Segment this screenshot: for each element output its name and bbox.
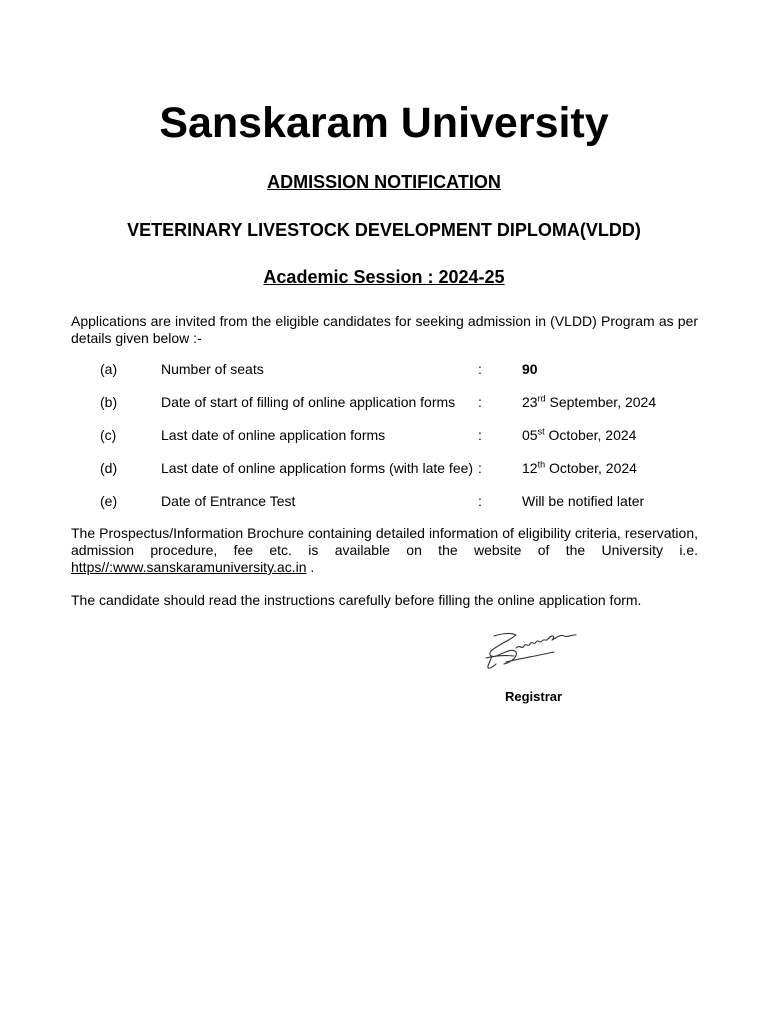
registrar-signature <box>482 626 582 688</box>
detail-index: (a) <box>100 361 118 377</box>
intro-paragraph: Applications are invited from the eligible candidates for seeking admission in (VLDD) Program as per details given below :- <box>71 313 698 346</box>
instructions-paragraph: The candidate should read the instructions carefully before filling the online application form. <box>71 592 642 608</box>
prospectus-line-1: The Prospectus/Information Brochure containing detailed information of eligibility criteria, reservation, <box>71 525 698 541</box>
detail-label: Date of start of filling of online application forms <box>161 394 456 410</box>
detail-index: (b) <box>100 394 118 410</box>
registrar-title: Registrar <box>505 689 563 704</box>
prospectus-line-2: admission procedure, fee etc. is available on the website of the University i.e. <box>71 542 698 558</box>
detail-label: Date of Entrance Test <box>161 493 296 509</box>
detail-row-seats <box>71 361 698 394</box>
academic-session <box>0 266 768 288</box>
detail-value: 12th October, 2024 <box>522 459 637 476</box>
detail-colon: : <box>478 460 482 476</box>
detail-colon: : <box>478 427 482 443</box>
detail-row-late-fee-date <box>71 460 698 493</box>
detail-row-start-date <box>71 394 698 427</box>
university-name: Sanskaram University <box>159 99 609 147</box>
academic-session-text: Academic Session : 2024-25 <box>263 267 505 287</box>
detail-index: (d) <box>100 460 118 476</box>
detail-index: (e) <box>100 493 118 509</box>
details-list <box>71 361 698 526</box>
detail-value: Will be notified later <box>522 493 645 509</box>
detail-colon: : <box>478 361 482 377</box>
link-suffix: . <box>306 559 315 575</box>
detail-row-last-date <box>71 427 698 460</box>
notice-title-text: ADMISSION NOTIFICATION <box>267 172 501 192</box>
detail-colon: : <box>478 493 482 509</box>
program-title: VETERINARY LIVESTOCK DEVELOPMENT DIPLOMA(VLDD) <box>127 220 641 240</box>
detail-value: 23rd September, 2024 <box>522 393 657 410</box>
detail-label: Last date of online application forms <box>161 427 386 443</box>
detail-value: 90 <box>522 361 538 377</box>
university-website-link[interactable]: https//:www.sanskaramuniversity.ac.in <box>71 559 307 575</box>
detail-label: Last date of online application forms (with late fee) <box>161 460 474 476</box>
prospectus-paragraph <box>71 525 698 576</box>
notice-title <box>0 171 768 193</box>
detail-colon: : <box>478 394 482 410</box>
detail-label: Number of seats <box>161 361 264 377</box>
detail-row-entrance-test <box>71 493 698 526</box>
detail-value: 05st October, 2024 <box>522 426 637 443</box>
detail-index: (c) <box>100 427 117 443</box>
